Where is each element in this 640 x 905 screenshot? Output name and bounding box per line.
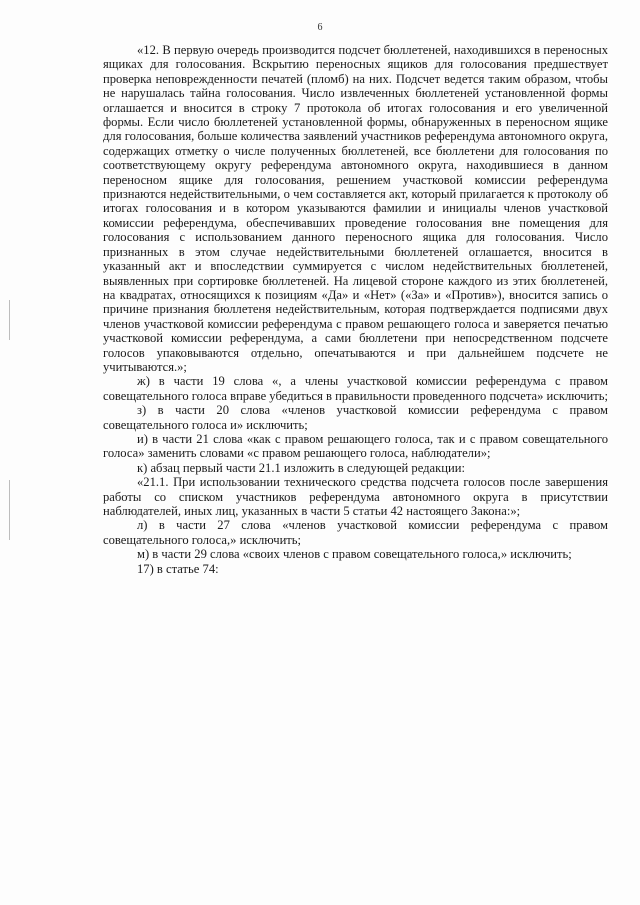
paragraph-amendment-z: з) в части 20 слова «членов участковой комиссии референдума с правом совещательного голоса и» исключить; <box>103 403 608 432</box>
paragraph-article-74: 17) в статье 74: <box>137 561 219 576</box>
paragraph-amendment-k: к) абзац первый части 21.1 изложить в следующей редакции: <box>137 460 465 475</box>
paragraph-amendment-m: м) в части 29 слова «своих членов с правом совещательного голоса,» исключить; <box>137 547 572 562</box>
page-number: 6 <box>317 22 323 33</box>
scan-margin-line <box>9 300 10 340</box>
document-body <box>103 43 608 576</box>
paragraph-amendment-zh: ж) в части 19 слова «, а члены участковой комиссии референдума с правом совещательного голоса вправе убедиться в правильности проведенного подсчета» исключить; <box>103 374 609 403</box>
paragraph-item-12: «12. В первую очередь производится подсчет бюллетеней, находившихся в переносных ящиках для голосования. Вскрытию переносных ящиков для голосования предшествует проверка неповрежденности печатей (пломб) на них. Подсчет ведется таким образом, чтобы не нарушалась тайна голосования. Число извлеченных бюллетеней установленной формы оглашается и вносится в строку 7 протокола об итогах голосования и его увеличенной формы. Если число бюллетеней установленной формы, обнаруженных в переносном ящике для голосования, больше количества заявлений участников референдума автономного округа, содержащих отметку о числе полученных бюллетеней, все бюллетени для голосования по соответствующему округу референдума автономного округа, находившиеся в данном переносном ящике для голосования, решением участковой комиссии референдума признаются недействительными, о чем составляется акт, который прилагается к протоколу об итогах голосования и в котором указываются фамилии и инициалы членов участковой комиссии референдума, обеспечивавших проведение голосования вне помещения для голосования с использованием данного переносного ящика для голосования. Число признанных в этом случае недействительными бюллетеней оглашается, вносится в указанный акт и впоследствии суммируется с числом недействительных бюллетеней, выявленных при сортировке бюллетеней. На лицевой стороне каждого из этих бюллетеней, на квадратах, относящихся к позициям «Да» и «Нет» («За» и «Против»), вносится запись о причине признания бюллетеня недействительным, которая подтверждается подписями двух членов участковой комиссии референдума с правом решающего голоса и заверяется печатью участковой комиссии референдума, а сами бюллетени при непосредственном подсчете голосов упаковываются отдельно, опечатываются и при дальнейшем подсчете не учитываются.»; <box>103 43 608 374</box>
scan-margin-line <box>9 480 10 540</box>
paragraph-part-21-1: «21.1. При использовании технического средства подсчета голосов после завершения работы со списком участников референдума автономного округа в присутствии наблюдателей, иных лиц, указанных в части 5 статьи 42 настоящего Закона:»; <box>103 475 608 518</box>
paragraph-amendment-l: л) в части 27 слова «членов участковой комиссии референдума с правом совещательного голоса,» исключить; <box>103 518 608 547</box>
paragraph-amendment-i: и) в части 21 слова «как с правом решающего голоса, так и с правом совещательного голоса» заменить словами «с правом решающего голоса, наблюдатели»; <box>103 431 608 461</box>
